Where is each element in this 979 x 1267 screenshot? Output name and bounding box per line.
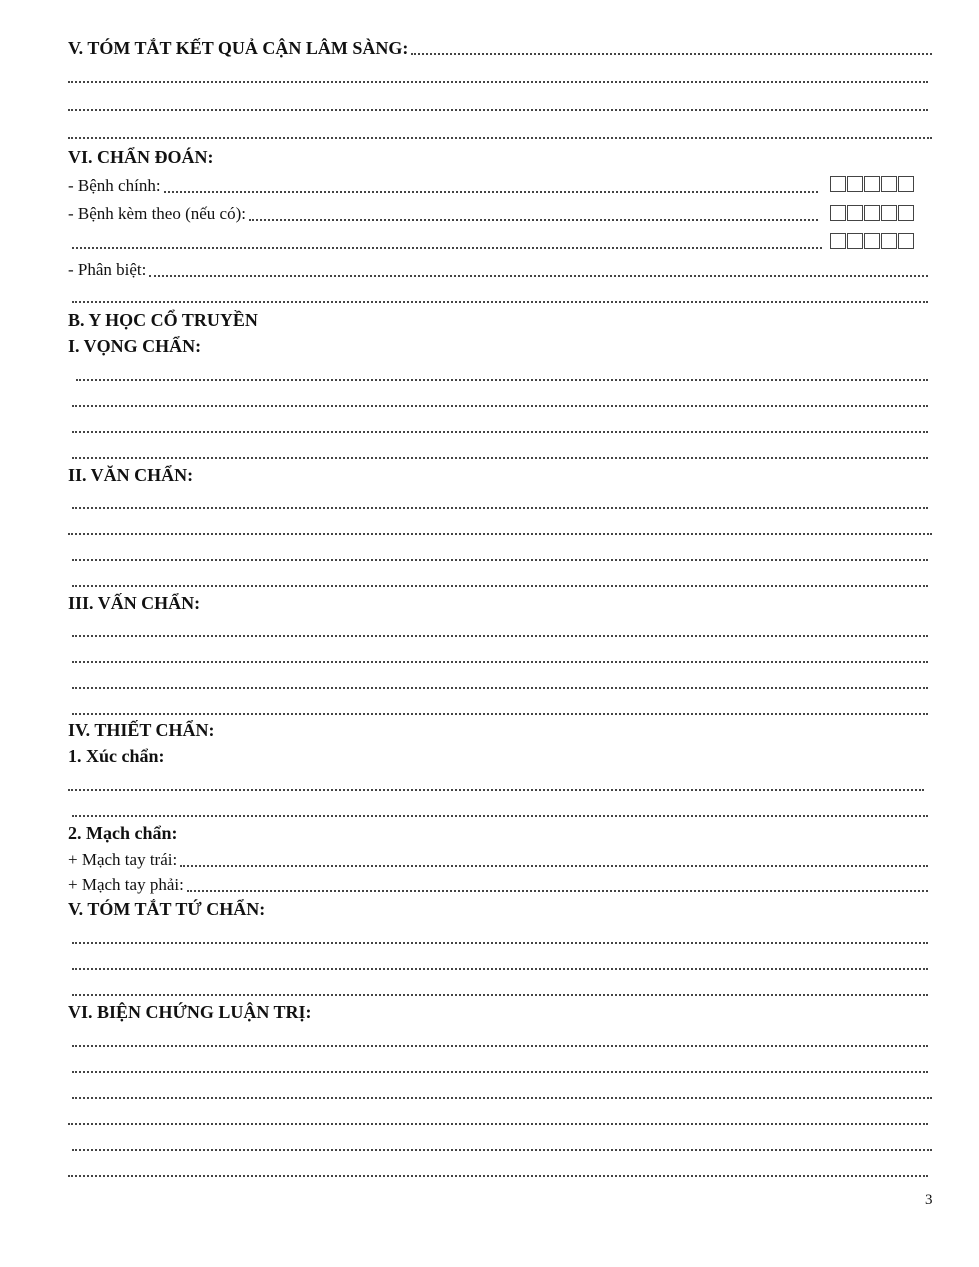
fill-line[interactable] bbox=[72, 538, 928, 564]
code-cell[interactable] bbox=[864, 176, 880, 192]
pulse-diagnosis-heading: 2. Mạch chẩn: bbox=[68, 823, 178, 843]
fill-line[interactable] bbox=[72, 384, 928, 410]
code-cell[interactable] bbox=[898, 233, 914, 249]
main-disease-code-boxes[interactable] bbox=[830, 176, 915, 192]
dotted-line[interactable] bbox=[68, 769, 924, 791]
code-cell[interactable] bbox=[881, 233, 897, 249]
dotted-line[interactable] bbox=[72, 922, 928, 944]
clinical-summary-line[interactable] bbox=[68, 32, 932, 58]
touch-diagnosis-heading: 1. Xúc chẩn: bbox=[68, 746, 165, 766]
dotted-line[interactable] bbox=[72, 487, 928, 509]
fill-line[interactable] bbox=[68, 60, 928, 86]
dotted-line[interactable] bbox=[68, 1103, 928, 1125]
dotted-line[interactable] bbox=[72, 539, 928, 561]
comorbid-extra-field[interactable] bbox=[72, 227, 822, 249]
code-cell[interactable] bbox=[881, 205, 897, 221]
code-cell[interactable] bbox=[830, 176, 846, 192]
fill-line[interactable] bbox=[72, 947, 928, 973]
fill-line[interactable] bbox=[68, 116, 932, 142]
code-cell[interactable] bbox=[847, 233, 863, 249]
code-cell[interactable] bbox=[864, 205, 880, 221]
comorbid-disease-field[interactable] bbox=[249, 199, 818, 221]
pulse-right-label: + Mạch tay phải: bbox=[68, 875, 184, 894]
fill-line[interactable] bbox=[72, 666, 928, 692]
dotted-line[interactable] bbox=[68, 1155, 928, 1177]
comorbid-extra-line[interactable] bbox=[72, 226, 822, 252]
fill-line[interactable] bbox=[72, 486, 928, 512]
fill-line[interactable] bbox=[68, 768, 924, 794]
comorbid-code-boxes[interactable] bbox=[830, 205, 915, 221]
fill-line[interactable] bbox=[72, 614, 928, 640]
code-cell[interactable] bbox=[830, 233, 846, 249]
pulse-left-line[interactable] bbox=[68, 844, 928, 870]
fill-line[interactable] bbox=[72, 794, 928, 820]
dotted-line[interactable] bbox=[72, 615, 928, 637]
fill-line[interactable] bbox=[68, 1102, 928, 1128]
diagnosis-heading: VI. CHẨN ĐOÁN: bbox=[68, 147, 214, 167]
pulse-right-field[interactable] bbox=[187, 870, 928, 892]
pulse-left-label: + Mạch tay trái: bbox=[68, 850, 178, 869]
fill-line[interactable] bbox=[72, 1076, 932, 1102]
inquiry-heading: III. VẤN CHẨN: bbox=[68, 593, 201, 613]
dotted-line[interactable] bbox=[72, 281, 928, 303]
fill-line[interactable] bbox=[72, 436, 928, 462]
fill-line[interactable] bbox=[72, 692, 928, 718]
dotted-line[interactable] bbox=[72, 565, 928, 587]
dotted-line[interactable] bbox=[76, 359, 928, 381]
fill-line[interactable] bbox=[68, 512, 932, 538]
dialectic-treatment-heading: VI. BIỆN CHỨNG LUẬN TRỊ: bbox=[68, 1002, 312, 1022]
code-cell[interactable] bbox=[898, 205, 914, 221]
pulse-left-field[interactable] bbox=[180, 845, 928, 867]
fill-line[interactable] bbox=[72, 1024, 928, 1050]
fill-line[interactable] bbox=[72, 973, 928, 999]
differential-field[interactable] bbox=[149, 255, 928, 277]
comorbid-disease-line[interactable] bbox=[68, 198, 818, 224]
dotted-line[interactable] bbox=[72, 1025, 928, 1047]
dotted-line[interactable] bbox=[72, 1077, 932, 1099]
dotted-line[interactable] bbox=[68, 513, 932, 535]
code-cell[interactable] bbox=[847, 176, 863, 192]
page-number: 3 bbox=[925, 1192, 933, 1208]
fill-line[interactable] bbox=[72, 1050, 928, 1076]
differential-label: - Phân biệt: bbox=[68, 260, 147, 279]
inspection-heading: I. VỌNG CHẨN: bbox=[68, 336, 202, 356]
comorbid-extra-code-boxes[interactable] bbox=[830, 233, 915, 249]
dotted-line[interactable] bbox=[72, 437, 928, 459]
fill-line[interactable] bbox=[411, 33, 932, 55]
fill-line[interactable] bbox=[72, 640, 928, 666]
dotted-line[interactable] bbox=[72, 667, 928, 689]
differential-line[interactable] bbox=[68, 254, 928, 280]
dotted-line[interactable] bbox=[72, 411, 928, 433]
fill-line[interactable] bbox=[72, 564, 928, 590]
main-disease-line[interactable] bbox=[68, 170, 818, 196]
code-cell[interactable] bbox=[898, 176, 914, 192]
fill-line[interactable] bbox=[72, 410, 928, 436]
pulse-right-line[interactable] bbox=[68, 869, 928, 895]
fill-line[interactable] bbox=[76, 358, 928, 384]
traditional-medicine-heading: B. Y HỌC CỔ TRUYỀN bbox=[68, 310, 258, 330]
dotted-line[interactable] bbox=[72, 1129, 932, 1151]
dotted-line[interactable] bbox=[68, 117, 932, 139]
dotted-line[interactable] bbox=[68, 61, 928, 83]
four-diagnosis-summary-heading: V. TÓM TẮT TỨ CHẨN: bbox=[68, 899, 266, 919]
main-disease-field[interactable] bbox=[164, 171, 818, 193]
listening-heading: II. VĂN CHẨN: bbox=[68, 465, 194, 485]
dotted-line[interactable] bbox=[72, 693, 928, 715]
code-cell[interactable] bbox=[864, 233, 880, 249]
comorbid-disease-label: - Bệnh kèm theo (nếu có): bbox=[68, 204, 246, 223]
dotted-line[interactable] bbox=[72, 1051, 928, 1073]
code-cell[interactable] bbox=[847, 205, 863, 221]
code-cell[interactable] bbox=[881, 176, 897, 192]
dotted-line[interactable] bbox=[72, 974, 928, 996]
code-cell[interactable] bbox=[830, 205, 846, 221]
fill-line[interactable] bbox=[72, 280, 928, 306]
fill-line[interactable] bbox=[68, 88, 928, 114]
clinical-summary-heading: V. TÓM TẮT KẾT QUẢ CẬN LÂM SÀNG: bbox=[68, 38, 409, 58]
dotted-line[interactable] bbox=[72, 641, 928, 663]
fill-line[interactable] bbox=[68, 1154, 928, 1180]
dotted-line[interactable] bbox=[72, 385, 928, 407]
dotted-line[interactable] bbox=[68, 89, 928, 111]
main-disease-label: - Bệnh chính: bbox=[68, 176, 161, 195]
fill-line[interactable] bbox=[72, 1128, 932, 1154]
dotted-line[interactable] bbox=[72, 795, 928, 817]
fill-line[interactable] bbox=[72, 921, 928, 947]
palpation-heading: IV. THIẾT CHẨN: bbox=[68, 720, 215, 740]
dotted-line[interactable] bbox=[72, 948, 928, 970]
